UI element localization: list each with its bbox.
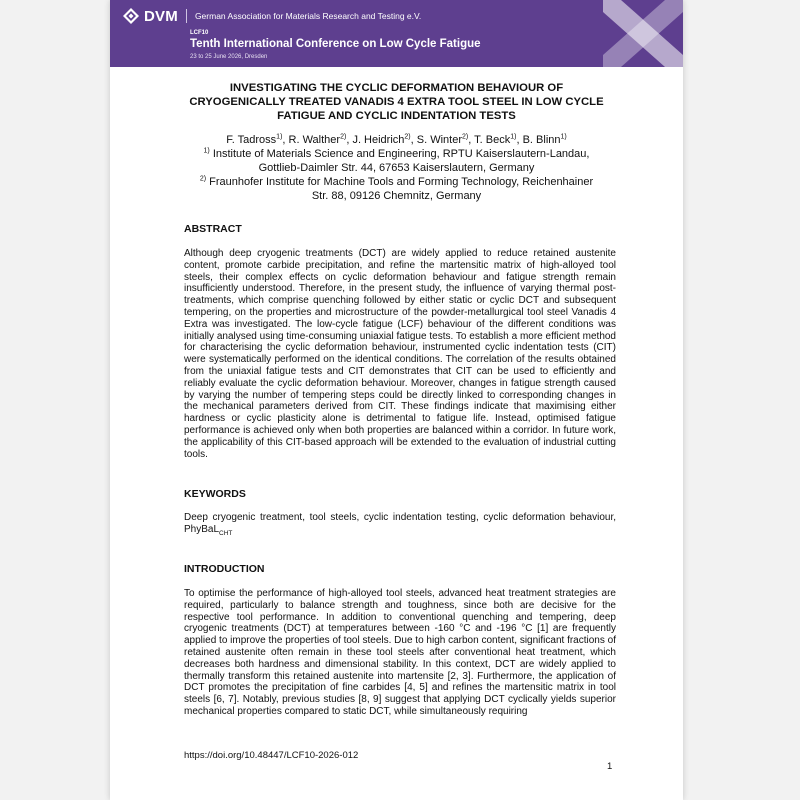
author-name: F. Tadross: [226, 134, 277, 146]
affiliation-line: Str. 88, 09126 Chemnitz, Germany: [311, 190, 482, 202]
introduction-text: To optimise the performance of high-alloyed tool steels, advanced heat treatment strategies are required, particularly to balance strength and toughness, since both are decisive for the respective tool performance. In addition to conventional quenching and tempering, deep cryogenic treatments (DCT) at temperatures between -160 °C and -196 °C [1] are frequently applied to improve the properties of tool steels. Due to high carbon content, significant fractions of retained austenite often remain in these tool steels after conventional heat treatment, which decreases both hardness and dimensional stability. In this context, DCT are widely applied to thermally transform this retained austenite into martensite [2, 3]. Furthermore, the application of DCT promotes the precipitation of fine carbides [4, 5] and refines the martensitic matrix in tool steels [6, 7]. Notably, previous studies [8, 9] suggest that applying DCT cyclically yields superior mechanical properties compared to static DCT, while simultaneously requiring: [184, 588, 616, 717]
conference-code: LCF10: [190, 30, 209, 36]
abstract-text: Although deep cryogenic treatments (DCT) are widely applied to reduce retained austenite content, promote carbide precipitation, and refine the martensitic matrix of high-alloyed tool steels, their complex effects on cyclic deformation behaviour and fatigue strength remain insufficiently understood. Therefore, in the present study, the influence of varying thermal post-treatments, which comprise quenching followed by either static or cyclic DCT and subsequent tempering, on the properties and microstructure of the powder-metallurgical tool steel Vanadis 4 Extra was investigated. The low-cycle fatigue (LCF) behaviour of the different conditions was initially analysed using time-consuming uniaxial fatigue tests. To establish a more efficient method for characterising the cyclic deformation behaviour, instrumented cyclic indentation tests (CIT) were systematically performed on the identical conditions. The correlation of the results obtained from the uniaxial fatigue tests and CIT demonstrates that CIT can be used to efficiently and reliably evaluate the cyclic deformation behaviour. Moreover, changes in fatigue strength caused by varying the number of tempering steps could be directly linked to corresponding changes in the mechanical parameters derived from CIT. These findings indicate that maximising either hardness or cyclic plasticity alone is detrimental to fatigue life. Instead, optimised fatigue performance is achieved only when both properties are balanced within a corridor. In future work, the applicability of this CIT-based approach will be extended to the evaluation of industrial cutting tools.: [184, 248, 616, 460]
affiliation-mark: 2): [199, 175, 207, 183]
author-name: B. Blinn: [522, 134, 561, 146]
author-name: J. Heidrich: [352, 134, 405, 146]
keywords-heading: KEYWORDS: [184, 488, 246, 500]
conference-date: 23 to 25 June 2026, Dresden: [190, 54, 268, 60]
keywords-text: [184, 512, 616, 540]
org-short-name: DVM: [144, 7, 178, 25]
affiliation-line: Fraunhofer Institute for Machine Tools and Forming Technology, Reichenhainer: [209, 176, 594, 188]
paper-page: [110, 0, 683, 800]
logo-divider: [186, 9, 187, 23]
cross-decoration-icon: [603, 0, 683, 67]
author-separator: ,: [516, 134, 523, 146]
title-line: INVESTIGATING THE CYCLIC DEFORMATION BEHAVIOUR OF: [229, 82, 564, 94]
author-affiliation-mark: 2): [404, 133, 411, 141]
introduction-heading: INTRODUCTION: [184, 563, 265, 575]
affiliation-line: Gottlieb-Daimler Str. 44, 67653 Kaiserslautern, Germany: [258, 162, 535, 174]
author-affiliation-mark: 2): [462, 133, 469, 141]
paper-title: [178, 81, 615, 123]
title-line: CRYOGENICALLY TREATED VANADIS 4 EXTRA TOOL STEEL IN LOW CYCLE: [189, 96, 604, 108]
abstract-heading: ABSTRACT: [184, 223, 242, 235]
affiliation-mark: 1): [203, 147, 210, 155]
affiliation-line: Institute of Materials Science and Engineering, RPTU Kaiserslautern-Landau,: [212, 148, 590, 160]
author-block: [170, 133, 623, 203]
title-line: FATIGUE AND CYCLIC INDENTATION TESTS: [277, 110, 516, 122]
keywords-subscript: CHT: [219, 529, 233, 537]
conference-banner: [110, 0, 683, 67]
doi-link[interactable]: https://doi.org/10.48447/LCF10-2026-012: [184, 750, 359, 761]
author-name: R. Walther: [288, 134, 341, 146]
page-number: 1: [607, 761, 613, 772]
author-separator: ,: [346, 134, 353, 146]
author-affiliation-mark: 1): [276, 133, 283, 141]
dvm-diamond-icon: [123, 8, 139, 24]
author-name: T. Beck: [474, 134, 511, 146]
author-name: S. Winter: [416, 134, 462, 146]
keywords-list: Deep cryogenic treatment, tool steels, cyclic indentation testing, cyclic deformation behaviour, PhyBaL: [184, 512, 616, 535]
author-affiliation-mark: 1): [510, 133, 517, 141]
author-separator: ,: [468, 134, 475, 146]
author-affiliation-mark: 2): [340, 133, 347, 141]
author-separator: ,: [410, 134, 417, 146]
affiliation-1: [170, 147, 623, 175]
author-affiliation-mark: 1): [560, 133, 567, 141]
affiliation-2: [170, 175, 623, 203]
org-full-name: German Association for Materials Research and Testing e.V.: [194, 11, 422, 21]
author-separator: ,: [282, 134, 289, 146]
conference-title: Tenth International Conference on Low Cycle Fatigue: [190, 38, 481, 50]
author-list: [170, 133, 623, 147]
dvm-logo: [123, 7, 421, 25]
